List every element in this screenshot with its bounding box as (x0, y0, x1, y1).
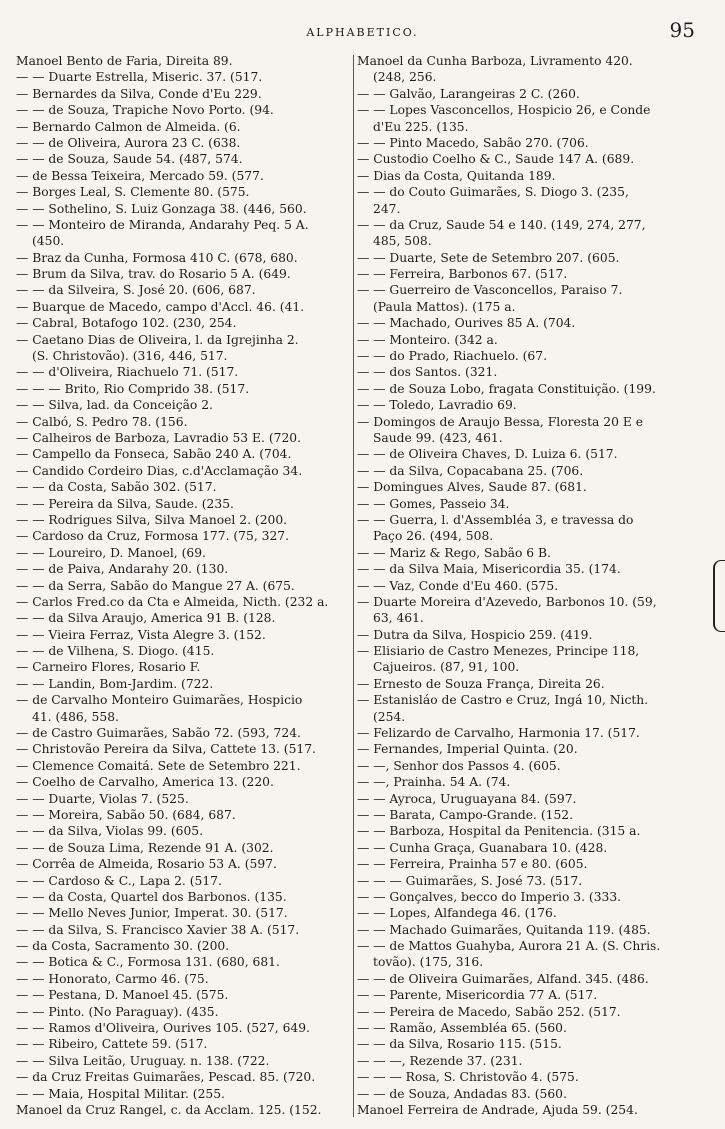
directory-entry-line: — — — Brito, Rio Comprido 38. (517. (16, 381, 250, 396)
directory-entry-line: — Cabral, Botafogo 102. (230, 254. (16, 316, 237, 331)
directory-entry-line: — — dos Santos. (321. (357, 365, 498, 380)
directory-entry-line: — — Pinto. (No Paraguay). (435. (16, 1004, 219, 1019)
directory-entry-line: — — —, Rezende 37. (231. (357, 1053, 523, 1068)
directory-entry-line: — — Gomes, Passeio 34. (357, 496, 510, 511)
directory-entry-line: — Bernardes da Silva, Conde d'Eu 229. (16, 86, 262, 101)
directory-entry-line: — Ernesto de Souza França, Direita 26. (357, 676, 605, 691)
directory-entry-line: — Duarte Moreira d'Azevedo, Barbonos 10. (59, (357, 594, 657, 609)
directory-entry-line: — — da Silva, S. Francisco Xavier 38 A. (517. (16, 922, 300, 937)
left-column (16, 53, 355, 1118)
directory-entry-line: — Custodio Coelho & C., Saude 147 A. (689. (357, 152, 635, 167)
directory-entry-line: — — de Vilhena, S. Diogo. (415. (16, 644, 215, 659)
directory-entry-line: — Corrêa de Almeida, Rosario 53 A. (597. (16, 857, 277, 872)
directory-entry-line: — — de Souza Lobo, fragata Constituição. (199. (357, 381, 656, 396)
directory-entry-line: — Fernandes, Imperial Quinta. (20. (357, 742, 578, 757)
directory-entry-line: — Calheiros de Barboza, Lavradio 53 E. (720. (16, 430, 302, 445)
directory-entry-line: — — Silva, lad. da Conceição 2. (16, 398, 213, 413)
directory-entry-line: — — — Guimarães, S. José 73. (517. (357, 873, 583, 888)
directory-entry-line: Manoel Ferreira de Andrade, Ajuda 59. (254. (357, 1103, 638, 1117)
directory-entry-line: Cajueiros. (87, 91, 100. (373, 660, 520, 675)
directory-entry-line: — Clemence Comaitá. Sete de Setembro 221. (16, 758, 301, 773)
directory-entry-line: — — Lopes Vasconcellos, Hospicio 26, e Conde (357, 103, 651, 118)
directory-entry-line: — — Parente, Misericordia 77 A. (517. (357, 988, 598, 1003)
directory-entry-line: Manoel da Cunha Barboza, Livramento 420. (357, 54, 633, 68)
directory-entry-line: — — Landin, Bom-Jardim. (722. (16, 676, 214, 691)
directory-entry-line: — Caetano Dias de Oliveira, l. da Igrejinha 2. (16, 332, 299, 347)
directory-entry-line: — — Monteiro de Miranda, Andarahy Peq. 5 A. (16, 217, 309, 232)
directory-entry-line: — — Lopes, Alfandega 46. (176. (357, 906, 557, 921)
directory-entry-line: — — Ramos d'Oliveira, Ourives 105. (527, 649. (16, 1021, 310, 1036)
directory-entry-line: — — Mello Neves Junior, Imperat. 30. (517. (16, 906, 288, 921)
page-number: 95 (669, 18, 695, 42)
directory-entry-line: — — Pinto Macedo, Sabão 270. (706. (357, 135, 589, 150)
right-column (357, 53, 696, 1118)
directory-entry-line: Saude 99. (423, 461. (373, 430, 503, 445)
directory-entry-line: — — Loureiro, D. Manoel, (69. (16, 545, 206, 560)
directory-entry-line: — — do Couto Guimarães, S. Diogo 3. (235, (357, 185, 629, 200)
directory-entry-line: — — Botica & C., Formosa 131. (680, 681. (16, 955, 280, 970)
directory-entry-line: — — Pestana, D. Manoel 45. (575. (16, 988, 229, 1003)
directory-entry-line: — de Bessa Teixeira, Mercado 59. (577. (16, 168, 264, 183)
page-edge-mark (713, 560, 725, 632)
directory-entry-line: (S. Christovão). (316, 446, 517. (32, 349, 228, 364)
directory-entry-line: — —, Prainha. 54 A. (74. (357, 775, 511, 790)
directory-entry-line: — Candido Cordeiro Dias, c.d'Acclamação 34. (16, 463, 303, 478)
directory-entry-line: — — Mariz & Rego, Sabão 6 B. (357, 545, 551, 560)
directory-entry-line: — — Ferreira, Barbonos 67. (517. (357, 267, 568, 282)
directory-entry-line: — Buarque de Macedo, campo d'Accl. 46. (41. (16, 299, 305, 314)
directory-entry-line: — Felizardo de Carvalho, Harmonia 17. (517. (357, 726, 640, 741)
directory-entry-line: — da Costa, Sacramento 30. (200. (16, 939, 230, 954)
column-divider (353, 55, 354, 1117)
directory-entry-line: — Elisiario de Castro Menezes, Principe 118, (357, 644, 640, 659)
directory-entry-line: — Dutra da Silva, Hospicio 259. (419. (357, 627, 593, 642)
directory-entry-line: Manoel Bento de Faria, Direita 89. (16, 54, 233, 68)
directory-entry-line: Manoel da Cruz Rangel, c. da Acclam. 125. (152. (16, 1103, 322, 1117)
directory-entry-line: — — Galvão, Larangeiras 2 C. (260. (357, 86, 580, 101)
directory-entry-line: (Paula Mattos). (175 a. (373, 299, 516, 314)
directory-entry-line: — — de Souza, Saude 54. (487, 574. (16, 152, 243, 167)
directory-entry-line: — — Duarte Estrella, Miseric. 37. (517. (16, 70, 263, 85)
directory-entry-line: — — Gonçalves, becco do Imperio 3. (333. (357, 889, 622, 904)
directory-entry-line: — — Cunha Graça, Guanabara 10. (428. (357, 840, 608, 855)
running-title: ALPHABETICO. (306, 26, 419, 39)
directory-entry-line: — — Cardoso & C., Lapa 2. (517. (16, 873, 222, 888)
directory-entry-line: — Braz da Cunha, Formosa 410 C. (678, 680. (16, 250, 298, 265)
directory-entry-line: — — Duarte, Violas 7. (525. (16, 791, 189, 806)
directory-entry-line: — — de Oliveira Guimarães, Alfand. 345. (486. (357, 971, 649, 986)
directory-entry-line: — Bernardo Calmon de Almeida. (6. (16, 119, 241, 134)
directory-entry-line: — — Vaz, Conde d'Eu 460. (575. (357, 578, 559, 593)
directory-entry-line: — — Honorato, Carmo 46. (75. (16, 971, 209, 986)
directory-entry-line: — Campello da Fonseca, Sabão 240 A. (704. (16, 447, 292, 462)
directory-entry-line: — — Monteiro. (342 a. (357, 332, 498, 347)
directory-entry-line: — — de Oliveira, Aurora 23 C. (638. (16, 135, 241, 150)
directory-entry-line: — Christovão Pereira da Silva, Cattete 13. (517. (16, 742, 316, 757)
directory-entry-line: — — Sothelino, S. Luiz Gonzaga 38. (446, 560. (16, 201, 307, 216)
directory-entry-line: (254. (373, 709, 406, 724)
directory-entry-line: — Estanisláo de Castro e Cruz, Ingá 10, Nicth. (357, 693, 649, 708)
directory-entry-line: — — da Serra, Sabão do Mangue 27 A. (675. (16, 578, 295, 593)
directory-entry-line: — Domingos de Araujo Bessa, Floresta 20 E e (357, 414, 643, 429)
directory-entry-line: — — da Cruz, Saude 54 e 140. (149, 274, 277, (357, 217, 646, 232)
directory-entry-line: — — Machado Guimarães, Quitanda 119. (485. (357, 922, 651, 937)
directory-entry-line: — — Maia, Hospital Militar. (255. (16, 1086, 225, 1101)
columns (16, 53, 716, 1123)
directory-entry-line: — Borges Leal, S. Clemente 80. (575. (16, 185, 250, 200)
directory-entry-line: — — do Prado, Riachuelo. (67. (357, 349, 547, 364)
directory-entry-line: — — da Silva, Copacabana 25. (706. (357, 463, 584, 478)
directory-entry-line: Paço 26. (494, 508. (373, 529, 494, 544)
directory-entry-line: — Calbó, S. Pedro 78. (156. (16, 414, 188, 429)
directory-entry-line: 247. (373, 201, 401, 216)
directory-entry-line: 41. (486, 558. (32, 709, 119, 724)
directory-entry-line: — — da Silva, Violas 99. (605. (16, 824, 204, 839)
directory-entry-line: — — da Silva Maia, Misericordia 35. (174. (357, 562, 621, 577)
directory-entry-line: — — d'Oliveira, Riachuelo 71. (517. (16, 365, 239, 380)
directory-entry-line: — — — Rosa, S. Christovão 4. (575. (357, 1070, 579, 1085)
directory-entry-line: — — Barboza, Hospital da Penitencia. (315 a. (357, 824, 641, 839)
directory-entry-line: — — da Silva, Rosario 115. (515. (357, 1037, 562, 1052)
directory-entry-line: — — Toledo, Lavradio 69. (357, 398, 517, 413)
directory-entry-line: — — de Souza Lima, Rezende 91 A. (302. (16, 840, 274, 855)
directory-entry-line: — — Vieira Ferraz, Vista Alegre 3. (152. (16, 627, 266, 642)
directory-entry-line: — de Carvalho Monteiro Guimarães, Hospicio (16, 693, 303, 708)
directory-entry-line: — — da Costa, Quartel dos Barbonos. (135. (16, 889, 287, 904)
directory-entry-line: — — Barata, Campo-Grande. (152. (357, 807, 574, 822)
directory-entry-line: — — Ayroca, Uruguayana 84. (597. (357, 791, 577, 806)
directory-entry-line: — — da Silva Araujo, America 91 B. (128. (16, 611, 276, 626)
directory-entry-line: — — Moreira, Sabão 50. (684, 687. (16, 807, 236, 822)
directory-entry-line: tovão). (175, 316. (373, 955, 484, 970)
directory-entry-line: — — de Oliveira Chaves, D. Luiza 6. (517. (357, 447, 618, 462)
directory-entry-line: — — Pereira da Silva, Saude. (235. (16, 496, 234, 511)
directory-entry-line: — — de Souza, Trapiche Novo Porto. (94. (16, 103, 274, 118)
directory-entry-line: — — de Souza, Andadas 83. (560. (357, 1086, 567, 1101)
directory-entry-line: — —, Senhor dos Passos 4. (605. (357, 758, 561, 773)
directory-entry-line: — — Machado, Ourives 85 A. (704. (357, 316, 576, 331)
directory-entry-line: 63, 461. (373, 611, 424, 626)
directory-entry-line: — — da Costa, Sabão 302. (517. (16, 480, 217, 495)
directory-entry-line: — de Castro Guimarães, Sabão 72. (593, 724. (16, 726, 301, 741)
directory-entry-line: — — Silva Leitão, Uruguay. n. 138. (722. (16, 1053, 270, 1068)
directory-entry-line: — — Guerra, l. d'Assembléa 3, e travessa do (357, 512, 634, 527)
directory-entry-line: — — da Silveira, S. José 20. (606, 687. (16, 283, 256, 298)
directory-entry-line: — — de Mattos Guahyba, Aurora 21 A. (S. Chris. (357, 939, 661, 954)
directory-entry-line: (248, 256. (373, 70, 437, 85)
directory-entry-line: — — de Paiva, Andarahy 20. (130. (16, 562, 229, 577)
directory-entry-line: (450. (32, 234, 65, 249)
directory-entry-line: — Carlos Fred.co da Cta e Almeida, Nicth. (232 a. (16, 594, 329, 609)
directory-entry-line: — — Pereira de Macedo, Sabão 252. (517. (357, 1004, 621, 1019)
directory-entry-line: — Domingues Alves, Saude 87. (681. (357, 480, 587, 495)
directory-entry-line: — — Rodrigues Silva, Silva Manoel 2. (200. (16, 512, 288, 527)
directory-entry-line: — Cardoso da Cruz, Formosa 177. (75, 327. (16, 529, 290, 544)
directory-entry-line: — Carneiro Flores, Rosario F. (16, 660, 201, 675)
directory-entry-line: — — Ferreira, Prainha 57 e 80. (605. (357, 857, 588, 872)
directory-entry-line: d'Eu 225. (135. (373, 119, 469, 134)
directory-entry-line: — Brum da Silva, trav. do Rosario 5 A. (649. (16, 267, 291, 282)
directory-entry-line: — — Duarte, Sete de Setembro 207. (605. (357, 250, 620, 265)
directory-entry-line: 485, 508. (373, 234, 432, 249)
directory-entry-line: — Coelho de Carvalho, America 13. (220. (16, 775, 274, 790)
directory-entry-line: — da Cruz Freitas Guimarães, Pescad. 85. (720. (16, 1070, 316, 1085)
directory-entry-line: — — Ribeiro, Cattete 59. (517. (16, 1037, 208, 1052)
directory-entry-line: — Dias da Costa, Quitanda 189. (357, 168, 556, 183)
directory-entry-line: — — Ramão, Assembléa 65. (560. (357, 1021, 567, 1036)
directory-entry-line: — — Guerreiro de Vasconcellos, Paraiso 7. (357, 283, 623, 298)
page-header (0, 6, 725, 46)
